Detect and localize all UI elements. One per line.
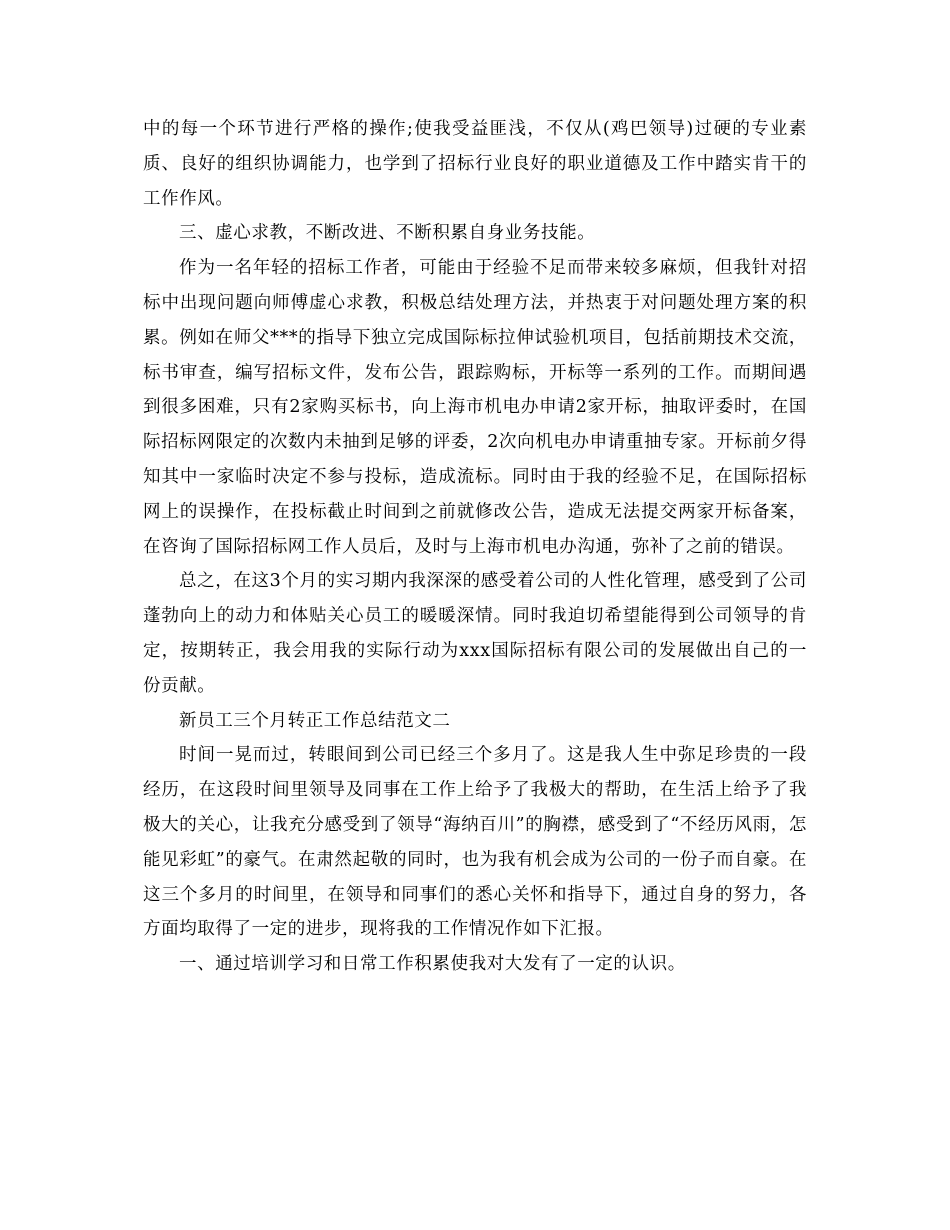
paragraph-summary: 总之，在这3个月的实习期内我深深的感受着公司的人性化管理，感受到了公司蓬勃向上的动力和体贴关心员工的暖暖深情。同时我迫切希望能得到公司领导的肯定，按期转正，我会用我的实际行动为xxx国际招标有限公司的发展做出自己的一份贡献。 (143, 571, 807, 696)
paragraph-continuation: 中的每一个环节进行严格的操作;使我受益匪浅，不仅从(鸡巴领导)过硬的专业素质、良好的组织协调能力，也学到了招标行业良好的职业道德及工作中踏实肯干的工作作风。 (143, 119, 807, 209)
section-heading-one: 一、通过培训学习和日常工作积累使我对大发有了一定的认识。 (179, 954, 686, 975)
document-body (143, 112, 807, 982)
section-heading-three: 三、虚心求教，不断改进、不断积累自身业务技能。 (179, 223, 596, 244)
paragraph-intro: 时间一晃而过，转眼间到公司已经三个多月了。这是我人生中弥足珍贵的一段经历，在这段时间里领导及同事在工作上给予了我极大的帮助，在生活上给予了我极大的关心，让我充分感受到了领导“海纳百川”的胸襟，感受到了“不经历风雨，怎能见彩虹”的豪气。在肃然起敬的同时，也为我有机会成为公司的一份子而自豪。在这三个多月的时间里，在领导和同事们的悉心关怀和指导下，通过自身的努力，各方面均取得了一定的进步，现将我的工作情况作如下汇报。 (143, 745, 807, 940)
section-title-sample-two: 新员工三个月转正工作总结范文二 (179, 710, 451, 731)
paragraph-experience: 作为一名年轻的招标工作者，可能由于经验不足而带来较多麻烦，但我针对招标中出现问题向师傅虚心求教，积极总结处理方法，并热衷于对问题处理方案的积累。例如在师父***的指导下独立完成国际标拉伸试验机项目，包括前期技术交流，标书审查，编写招标文件，发布公告，跟踪购标，开标等一系列的工作。而期间遇到很多困难，只有2家购买标书，向上海市机电办申请2家开标，抽取评委时，在国际招标网限定的次数内未抽到足够的评委，2次向机电办申请重抽专家。开标前夕得知其中一家临时决定不参与投标，造成流标。同时由于我的经验不足，在国际招标网上的误操作，在投标截止时间到之前就修改公告，造成无法提交两家开标备案，在咨询了国际招标网工作人员后，及时与上海市机电办沟通，弥补了之前的错误。 (143, 258, 807, 557)
